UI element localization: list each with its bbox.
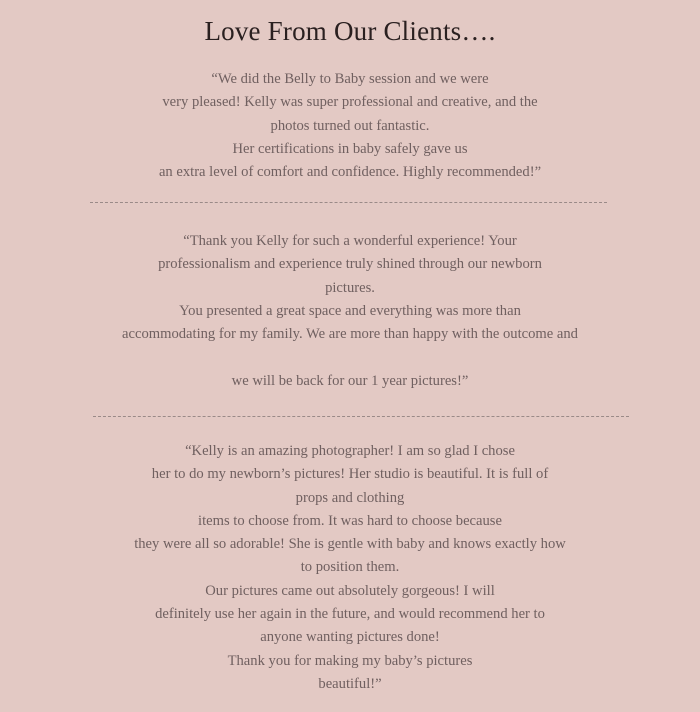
quote-line: professionalism and experience truly shined through our newborn xyxy=(158,256,542,273)
quote-line: to position them. xyxy=(300,559,400,576)
quote-line: they were all so adorable! She is gentle with baby and knows exactly how xyxy=(134,536,566,553)
quote-line: definitely use her again in the future, and would recommend her to xyxy=(155,606,545,623)
quote-line: very pleased! Kelly was super professional and creative, and the xyxy=(162,94,538,111)
page-title: Love From Our Clients…. xyxy=(204,16,496,46)
quote-line: pictures. xyxy=(325,279,375,296)
quote-line: “Thank you Kelly for such a wonderful experience! Your xyxy=(183,233,517,249)
quote-line: her to do my newborn’s pictures! Her studio is beautiful. It is full of xyxy=(151,466,549,483)
quote-line: an extra level of comfort and confidence. Highly recommended!” xyxy=(158,164,542,181)
testimonial-quote-belly-to-baby xyxy=(0,68,700,184)
quote-line: photos turned out fantastic. xyxy=(270,117,430,134)
quote-line: Our pictures came out absolutely gorgeous! I will xyxy=(205,582,495,599)
quote-line: You presented a great space and everything was more than xyxy=(179,302,521,319)
quote-line: Thank you for making my baby’s pictures xyxy=(227,652,473,669)
section-divider xyxy=(93,416,629,417)
quote-line: “Kelly is an amazing photographer! I am so glad I chose xyxy=(185,443,515,459)
quote-line: Her certifications in baby safely gave us xyxy=(232,140,468,157)
section-divider xyxy=(90,202,607,203)
testimonial-quote-newborn xyxy=(0,230,700,393)
testimonial-quote-studio xyxy=(0,440,700,696)
quote-line-blank xyxy=(0,346,700,369)
quote-line: beautiful!” xyxy=(318,675,382,692)
quote-line: accommodating for my family. We are more than happy with the outcome and xyxy=(122,326,578,343)
quote-line: props and clothing xyxy=(295,489,405,506)
quote-line: items to choose from. It was hard to choose because xyxy=(198,512,502,529)
quote-line: we will be back for our 1 year pictures!” xyxy=(231,372,469,389)
quote-line: “We did the Belly to Baby session and we were xyxy=(211,71,489,87)
quote-line: anyone wanting pictures done! xyxy=(260,629,440,646)
